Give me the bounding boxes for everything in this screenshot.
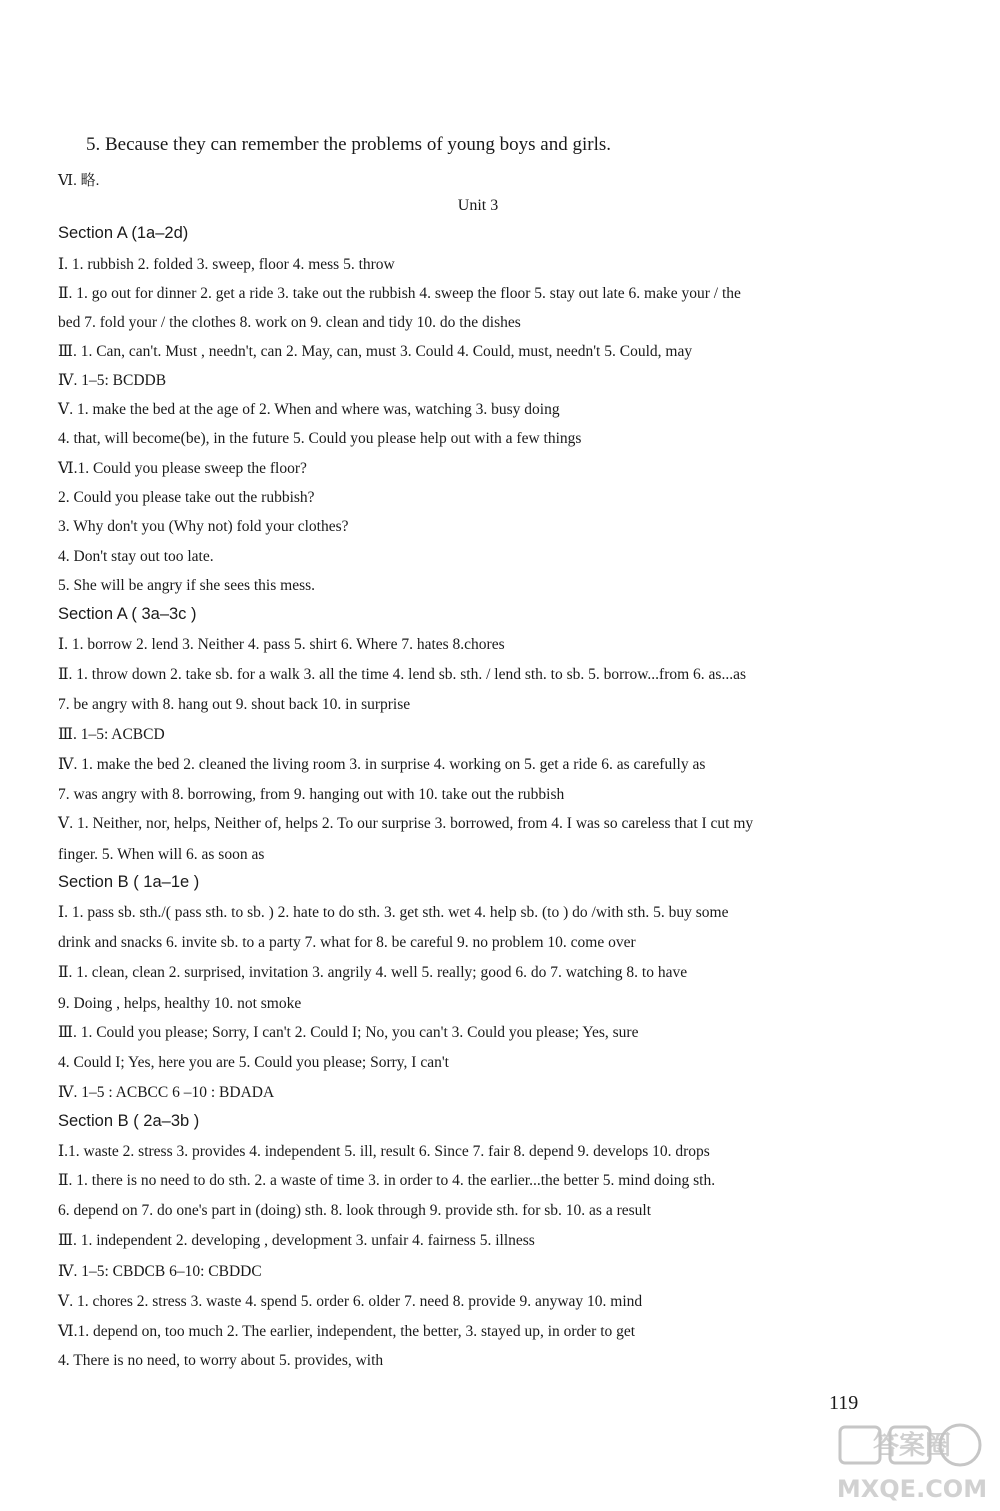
- answer-line: Ⅴ. 1. chores 2. stress 3. waste 4. spend 5. order 6. older 7. need 8. provide 9. anyway 10. mind: [58, 1293, 643, 1310]
- watermark-top-text: 答案圈: [872, 1431, 952, 1461]
- answer-line: Ⅰ. 1. rubbish 2. folded 3. sweep, floor 4. mess 5. throw: [58, 256, 395, 273]
- answer-line: 4. Don't stay out too late.: [58, 548, 214, 565]
- answer-line: Ⅵ.1. Could you please sweep the floor?: [58, 460, 307, 477]
- answer-line: Ⅵ.1. depend on, too much 2. The earlier, independent, the better, 3. stayed up, in order to get: [58, 1323, 636, 1340]
- answer-line: 5. She will be angry if she sees this mess.: [58, 577, 316, 594]
- section-heading: Section B ( 2a–3b ): [58, 1112, 200, 1130]
- answer-line: Ⅰ.1. waste 2. stress 3. provides 4. independent 5. ill, result 6. Since 7. fair 8. depend 9. develops 10. drops: [58, 1143, 710, 1160]
- answer-line: bed 7. fold your / the clothes 8. work on 9. clean and tidy 10. do the dishes: [58, 314, 521, 331]
- answer-line: Ⅱ. 1. clean, clean 2. surprised, invitation 3. angrily 4. well 5. really; good 6. do 7. watching 8. to have: [58, 964, 688, 981]
- answer-line: 3. Why don't you (Why not) fold your clothes?: [58, 518, 349, 535]
- answer-line: 4. There is no need, to worry about 5. provides, with: [58, 1352, 384, 1369]
- watermark-bottom-text: MXQE.COM: [836, 1475, 988, 1503]
- answer-line: 4. that, will become(be), in the future 5. Could you please help out with a few things: [58, 430, 582, 447]
- answer-line: drink and snacks 6. invite sb. to a party 7. what for 8. be careful 9. no problem 10. come over: [58, 934, 636, 951]
- answer-line: 2. Could you please take out the rubbish?: [58, 489, 315, 506]
- section-heading: Section B ( 1a–1e ): [58, 873, 200, 891]
- answer-line: Ⅲ. 1. Can, can't. Must , needn't, can 2. May, can, must 3. Could 4. Could, must, needn't 5. Could, may: [58, 343, 693, 360]
- answer-line: 7. be angry with 8. hang out 9. shout back 10. in surprise: [58, 696, 411, 713]
- answer-line: Ⅱ. 1. go out for dinner 2. get a ride 3. take out the rubbish 4. sweep the floor 5. stay out late 6. make your / the: [58, 285, 741, 302]
- answer-line: 7. was angry with 8. borrowing, from 9. hanging out with 10. take out the rubbish: [58, 786, 565, 803]
- section-heading: Section A (1a–2d): [58, 224, 189, 242]
- answer-line: 6. depend on 7. do one's part in (doing) sth. 8. look through 9. provide sth. for sb. 10. as a result: [58, 1202, 652, 1219]
- answer-line: Ⅰ. 1. borrow 2. lend 3. Neither 4. pass 5. shirt 6. Where 7. hates 8.chores: [58, 636, 505, 653]
- answer-line: Ⅱ. 1. there is no need to do sth. 2. a waste of time 3. in order to 4. the earlier...the better 5. mind doing sth.: [58, 1172, 716, 1189]
- watermark-logo: [832, 1421, 992, 1507]
- answer-line: Ⅲ. 1–5: ACBCD: [58, 726, 165, 743]
- answer-line: Ⅰ. 1. pass sb. sth./( pass sth. to sb. ) 2. hate to do sth. 3. get sth. wet 4. help sb. (to ) do /with sth. 5. buy some: [58, 904, 729, 921]
- unit-title: Unit 3: [457, 197, 499, 214]
- answer-line: Ⅳ. 1. make the bed 2. cleaned the living room 3. in surprise 4. working on 5. get a ride 6. as carefully as: [58, 756, 706, 773]
- answer-line: Ⅴ. 1. Neither, nor, helps, Neither of, helps 2. To our surprise 3. borrowed, from 4. I was so careless that I cut my: [58, 815, 754, 832]
- answer-line: Ⅲ. 1. independent 2. developing , development 3. unfair 4. fairness 5. illness: [58, 1232, 535, 1249]
- answer-line: finger. 5. When will 6. as soon as: [58, 846, 265, 863]
- answer-line: 9. Doing , helps, healthy 10. not smoke: [58, 995, 302, 1012]
- intro-answer-vi: Ⅵ. 略.: [58, 173, 100, 189]
- page-number: 119: [829, 1392, 859, 1414]
- answer-line: Ⅳ. 1–5: CBDCB 6–10: CBDDC: [58, 1263, 262, 1280]
- answer-line: Ⅱ. 1. throw down 2. take sb. for a walk 3. all the time 4. lend sb. sth. / lend sth. to sb. 5. borrow...from 6. as...as: [58, 666, 746, 683]
- answer-line: Ⅳ. 1–5: BCDDB: [58, 372, 167, 389]
- intro-answer-5: 5. Because they can remember the problems of young boys and girls.: [86, 134, 611, 155]
- answer-line: Ⅲ. 1. Could you please; Sorry, I can't 2. Could I; No, you can't 3. Could you please; Yes, sure: [58, 1024, 639, 1041]
- answer-line: Ⅴ. 1. make the bed at the age of 2. When and where was, watching 3. busy doing: [58, 401, 560, 418]
- answer-line: Ⅳ. 1–5 : ACBCC 6 –10 : BDADA: [58, 1084, 275, 1101]
- section-heading: Section A ( 3a–3c ): [58, 605, 197, 623]
- answer-line: 4. Could I; Yes, here you are 5. Could you please; Sorry, I can't: [58, 1054, 449, 1071]
